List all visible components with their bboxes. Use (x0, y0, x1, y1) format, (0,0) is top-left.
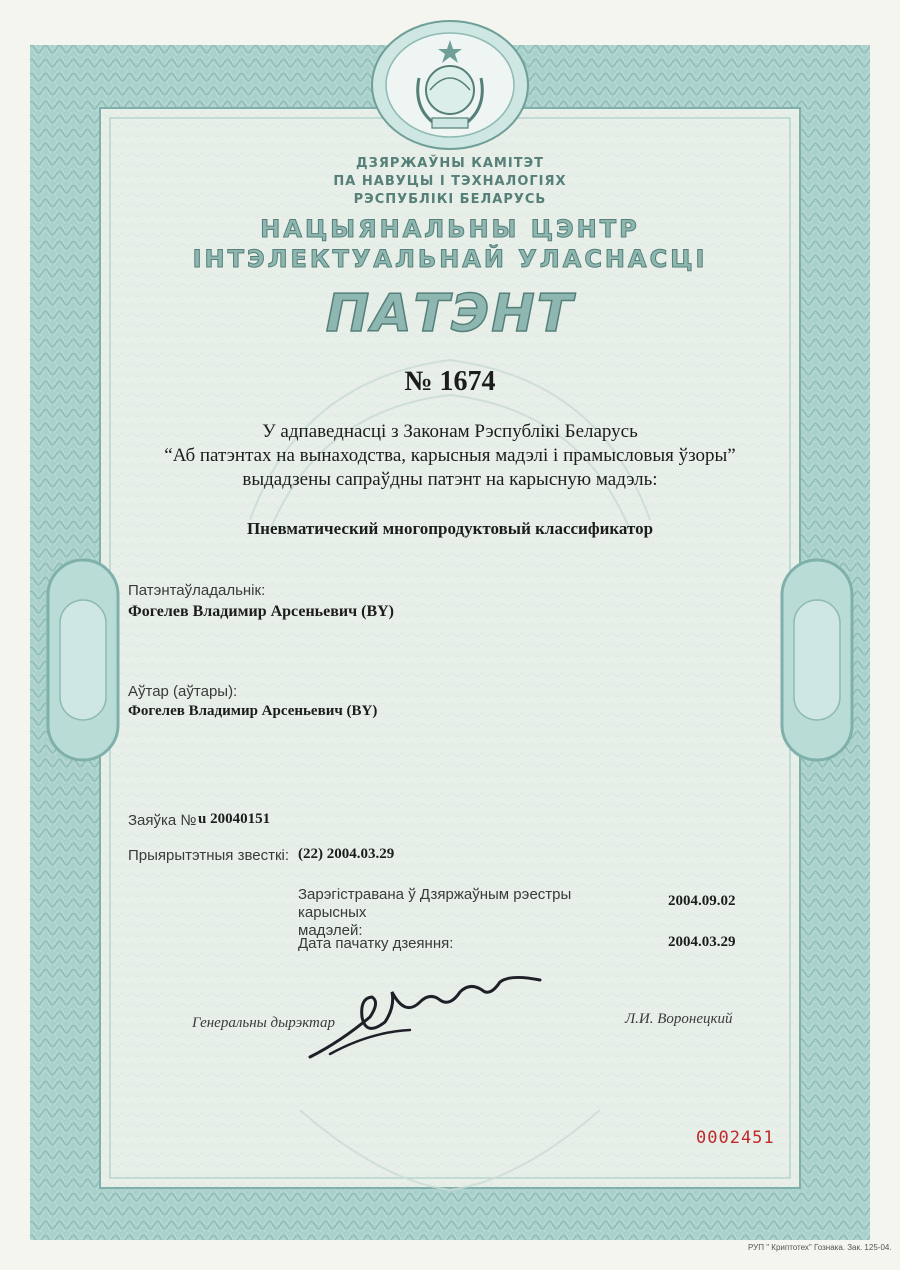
center-line-2: ІНТЭЛЕКТУАЛЬНАЙ УЛАСНАСЦІ (192, 245, 708, 273)
holder-value: Фогелев Владимир Арсеньевич (BY) (128, 603, 394, 620)
document-type-title: ПАТЭНТ (325, 284, 575, 344)
registration-label-line-1: Зарэгістравана ў Дзяржаўным рэестры карысных (298, 886, 572, 921)
start-date-value: 2004.03.29 (668, 934, 736, 950)
serial-number: 0002451 (696, 1128, 775, 1148)
priority-value: (22) 2004.03.29 (298, 846, 395, 862)
committee-line-3: РЭСПУБЛІКІ БЕЛАРУСЬ (353, 192, 547, 207)
application-label: Заяўка № (128, 812, 197, 829)
director-signature (300, 962, 550, 1067)
committee-line-1: ДЗЯРЖАЎНЫ КАМІТЭТ (356, 156, 544, 171)
director-role: Генеральны дырэктар (192, 1015, 336, 1031)
priority-label: Прыярытэтныя звесткі: (128, 847, 290, 864)
intro-line-2: “Аб патэнтах на вынаходства, карысныя мадэлі і прамысловыя ўзоры” (164, 445, 736, 466)
intro-text (130, 420, 770, 492)
center-name (150, 214, 750, 274)
registration-label (298, 886, 638, 940)
committee-name (250, 155, 650, 209)
registration-date: 2004.09.02 (668, 893, 736, 909)
printer-note: РУП " Криптотех" Гознака. Зак. 125-04. (748, 1243, 892, 1252)
patent-number: № 1674 (404, 366, 496, 397)
application-value: u 20040151 (198, 811, 271, 827)
intro-line-3: выдадзены сапраўдны патэнт на карысную мадэль: (242, 469, 658, 490)
state-emblem-icon (405, 38, 495, 134)
center-line-1: НАЦЫЯНАЛЬНЫ ЦЭНТР (260, 215, 640, 243)
start-date-label: Дата пачатку дзеяння: (298, 935, 454, 952)
director-name: Л.И. Воронецкий (625, 1011, 733, 1027)
holder-label: Патэнтаўладальнік: (128, 582, 266, 599)
registration-label-line-2: мадэлей: (298, 922, 363, 939)
author-value: Фогелев Владимир Арсеньевич (BY) (128, 703, 378, 719)
utility-model-title: Пневматический многопродуктовый классификатор (246, 519, 654, 538)
committee-line-2: ПА НАВУЦЫ І ТЭХНАЛОГІЯХ (333, 174, 567, 189)
author-label: Аўтар (аўтары): (128, 683, 238, 700)
intro-line-1: У адпаведнасці з Законам Рэспублікі Беларусь (262, 421, 638, 442)
